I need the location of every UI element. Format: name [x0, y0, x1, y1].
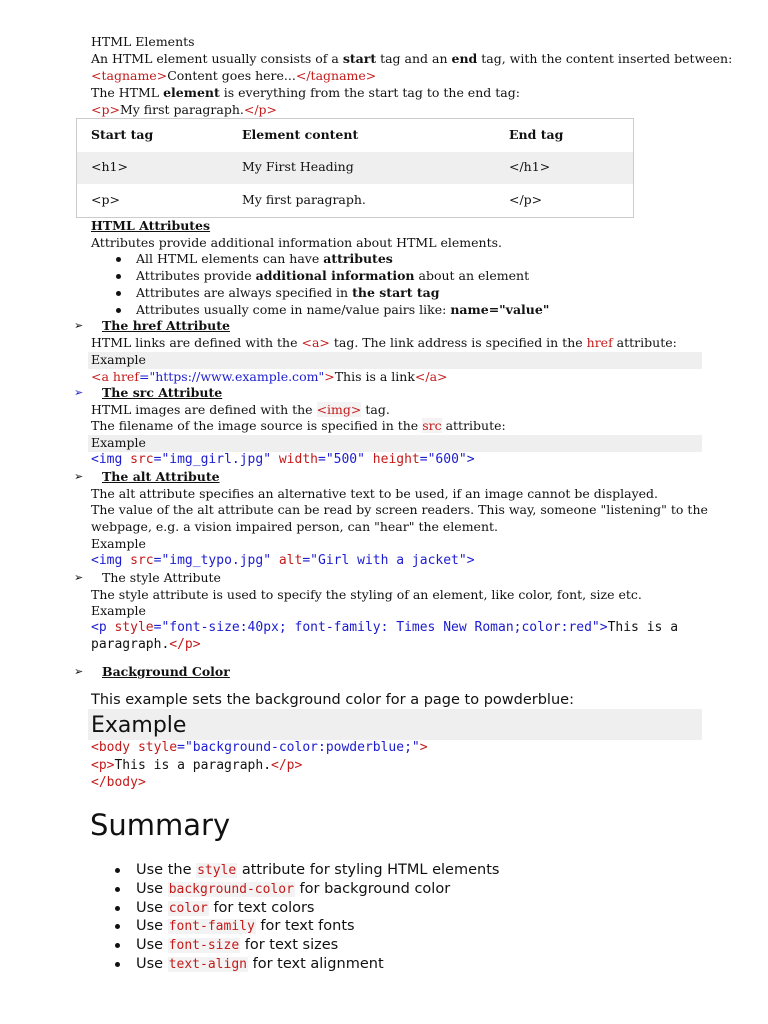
code-value: "img_girl.jpg" [161, 452, 272, 467]
text: Use [136, 937, 168, 953]
text: about an element [414, 268, 530, 283]
code-text: This is a paragraph. [114, 758, 272, 773]
alt-heading: The alt Attribute [102, 469, 220, 484]
example-heading: Example [91, 713, 187, 738]
bullet-dot [115, 943, 120, 948]
example-band [88, 435, 702, 452]
arrow-bullet-icon: ➢ [74, 386, 84, 399]
code-text: This is a link [334, 369, 415, 384]
table-row [77, 152, 633, 184]
text: Use [136, 881, 168, 897]
alt-paragraph-1: The alt attribute specifies an alternative text to be used, if an image cannot be displayed. [91, 486, 659, 501]
tag-example-line [91, 68, 376, 85]
inline-tag: <a> [301, 335, 330, 350]
code-attr: src [122, 553, 154, 568]
bg-code-line-2 [91, 758, 302, 775]
code-tag: </p> [169, 637, 201, 652]
table-cell: <h1> [91, 159, 128, 174]
inline-code: background-color [168, 882, 294, 897]
code-tag: </p> [271, 758, 303, 773]
tag-content: Content goes here... [167, 68, 296, 83]
attributes-intro: Attributes provide additional information about HTML elements. [91, 235, 502, 250]
src-paragraph-2 [91, 418, 506, 435]
bullet-dot [115, 906, 120, 911]
style-paragraph: The style attribute is used to specify the styling of an element, like color, font, size etc. [91, 587, 642, 602]
code-tag: <a [91, 369, 109, 384]
code-attr: alt [271, 553, 303, 568]
inline-code: text-align [168, 957, 247, 972]
code-text: paragraph. [91, 637, 170, 652]
code-text: This is a [607, 620, 679, 635]
code-value: "https://www.example.com" [149, 369, 325, 384]
bullet-dot [115, 924, 120, 929]
tag-open: <p> [91, 102, 120, 117]
arrow-bullet-icon: ➢ [74, 571, 84, 584]
code-tag: > [324, 369, 335, 384]
text: for text fonts [255, 918, 355, 934]
bullet-dot [115, 887, 120, 892]
bg-intro: This example sets the background color for a page to powderblue: [91, 692, 574, 708]
text: An HTML element usually consists of a [91, 51, 343, 66]
arrow-bullet-icon: ➢ [74, 470, 84, 483]
inline-attr: src [422, 418, 442, 433]
table-header-cell: Element content [242, 127, 359, 142]
bullet-dot [116, 274, 121, 279]
bold-text: the start tag [352, 285, 440, 300]
alt-paragraph-2a: The value of the alt attribute can be read by screen readers. This way, someone "listening" to the [91, 502, 708, 517]
bullet-dot [116, 308, 121, 313]
code-value: "Girl with a jacket" [310, 553, 467, 568]
example-label: Example [91, 352, 146, 367]
alt-code-example [91, 553, 475, 570]
bullet-dot [116, 257, 121, 262]
code-tag: <p> [91, 758, 115, 773]
code-value: "background-color:powderblue;" [184, 740, 420, 755]
code-value: "font-size:40px; font-family: Times New Roman;color:red" [161, 620, 600, 635]
table-cell: </h1> [509, 159, 551, 174]
table-header-row [77, 119, 633, 151]
text: for text sizes [240, 937, 339, 953]
text: for text alignment [247, 956, 384, 972]
attributes-heading: HTML Attributes [91, 218, 211, 233]
text: The filename of the image source is specified in the [91, 418, 423, 433]
text: Attributes usually come in name/value pairs like: [136, 302, 451, 317]
code-attr: width [271, 452, 318, 467]
src-paragraph-1 [91, 402, 390, 419]
bg-code-line-1 [91, 740, 428, 757]
code-tag: > [466, 553, 475, 568]
text: for background color [294, 881, 451, 897]
text: The HTML [91, 85, 164, 100]
example-band [88, 352, 702, 369]
bold-text: additional information [255, 268, 415, 283]
element-table [76, 118, 634, 218]
code-eq: = [138, 369, 150, 384]
inline-code: font-size [168, 938, 240, 953]
code-eq: = [153, 553, 162, 568]
table-header-cell: End tag [509, 127, 564, 142]
bold-text: start [342, 51, 377, 66]
paragraph-example-line [91, 102, 277, 119]
table-header-cell: Start tag [91, 127, 154, 142]
code-eq: = [302, 553, 311, 568]
text: Use [136, 900, 168, 916]
attributes-bullet [136, 302, 549, 319]
summary-item [136, 899, 315, 918]
bold-text: element [163, 85, 220, 100]
text: for text colors [208, 900, 315, 916]
bg-code-line-3 [91, 775, 146, 792]
tag-close: </p> [243, 102, 278, 117]
inline-attr: href [586, 335, 613, 350]
code-value: "600" [427, 452, 467, 467]
code-tag: <p [91, 620, 107, 635]
arrow-bullet-icon: ➢ [74, 665, 84, 678]
inline-code: font-family [168, 919, 255, 934]
href-code-example [91, 369, 448, 386]
inline-code: color [168, 901, 208, 916]
example-label: Example [91, 435, 146, 450]
code-attr: style [106, 620, 154, 635]
text: attribute for styling HTML elements [237, 862, 500, 878]
intro-paragraph [91, 51, 732, 68]
table-cell: <p> [91, 192, 120, 207]
bold-text: attributes [323, 251, 393, 266]
text: is everything from the start tag to the end tag: [219, 85, 520, 100]
code-attr: height [364, 452, 420, 467]
bold-text: end [451, 51, 478, 66]
code-eq: = [177, 740, 185, 755]
tag-content: My first paragraph. [119, 102, 244, 117]
table-row [77, 184, 633, 216]
code-tag: > [599, 620, 608, 635]
code-attr: href [108, 369, 139, 384]
text: attribute: [441, 418, 506, 433]
style-heading: The style Attribute [102, 570, 221, 585]
text: tag, with the content inserted between: [477, 51, 733, 66]
bullet-dot [115, 868, 120, 873]
code-tag: <img [91, 553, 123, 568]
tag-open: <tagname> [91, 68, 168, 83]
bold-text: name="value" [450, 302, 550, 317]
code-tag: </body> [91, 775, 146, 790]
bg-heading: Background Color [102, 664, 230, 679]
src-heading: The src Attribute [102, 385, 223, 400]
code-eq: = [419, 452, 428, 467]
attributes-bullet [136, 285, 440, 302]
style-code-line-2 [91, 637, 201, 654]
code-eq: = [318, 452, 326, 467]
example-label: Example [91, 603, 146, 618]
text: HTML links are defined with the [91, 335, 302, 350]
href-paragraph [91, 335, 677, 352]
table-cell: My First Heading [242, 159, 354, 174]
summary-item [136, 955, 384, 974]
doc-title: HTML Elements [91, 34, 195, 49]
code-value: "500" [325, 452, 365, 467]
table-cell: </p> [509, 192, 543, 207]
inline-tag: <img> [316, 402, 362, 417]
code-attr: src [122, 452, 154, 467]
element-paragraph [91, 85, 520, 102]
text: attribute: [612, 335, 677, 350]
src-code-example [91, 452, 475, 469]
style-code-line-1 [91, 620, 678, 637]
text: HTML images are defined with the [91, 402, 317, 417]
summary-heading: Summary [90, 808, 231, 842]
code-tag: <img [91, 452, 123, 467]
href-heading: The href Attribute [102, 318, 230, 333]
summary-item [136, 936, 338, 955]
attributes-bullet [136, 268, 529, 285]
text: tag. The link address is specified in the [329, 335, 587, 350]
table-cell: My first paragraph. [242, 192, 366, 207]
bullet-dot [115, 962, 120, 967]
text: tag and an [376, 51, 452, 66]
summary-item [136, 880, 450, 899]
code-attr: style [130, 740, 178, 755]
code-eq: = [153, 452, 162, 467]
code-tag: </a> [414, 369, 448, 384]
code-value: "img_typo.jpg" [161, 553, 272, 568]
code-tag: > [466, 452, 475, 467]
text: Use the [136, 862, 197, 878]
attributes-bullet [136, 251, 393, 268]
example-label: Example [91, 536, 146, 551]
tag-close: </tagname> [295, 68, 377, 83]
code-tag: <body [91, 740, 131, 755]
arrow-bullet-icon: ➢ [74, 319, 84, 332]
text: Attributes provide [136, 268, 256, 283]
text: Use [136, 956, 168, 972]
summary-item [136, 861, 499, 880]
inline-code: style [197, 863, 237, 878]
code-tag: > [419, 740, 428, 755]
bullet-dot [116, 291, 121, 296]
text: Attributes are always specified in [136, 285, 353, 300]
text: tag. [361, 402, 390, 417]
summary-item [136, 917, 355, 936]
alt-paragraph-2b: webpage, e.g. a vision impaired person, can "hear" the element. [91, 519, 498, 534]
text: All HTML elements can have [136, 251, 324, 266]
text: Use [136, 918, 168, 934]
code-eq: = [153, 620, 162, 635]
